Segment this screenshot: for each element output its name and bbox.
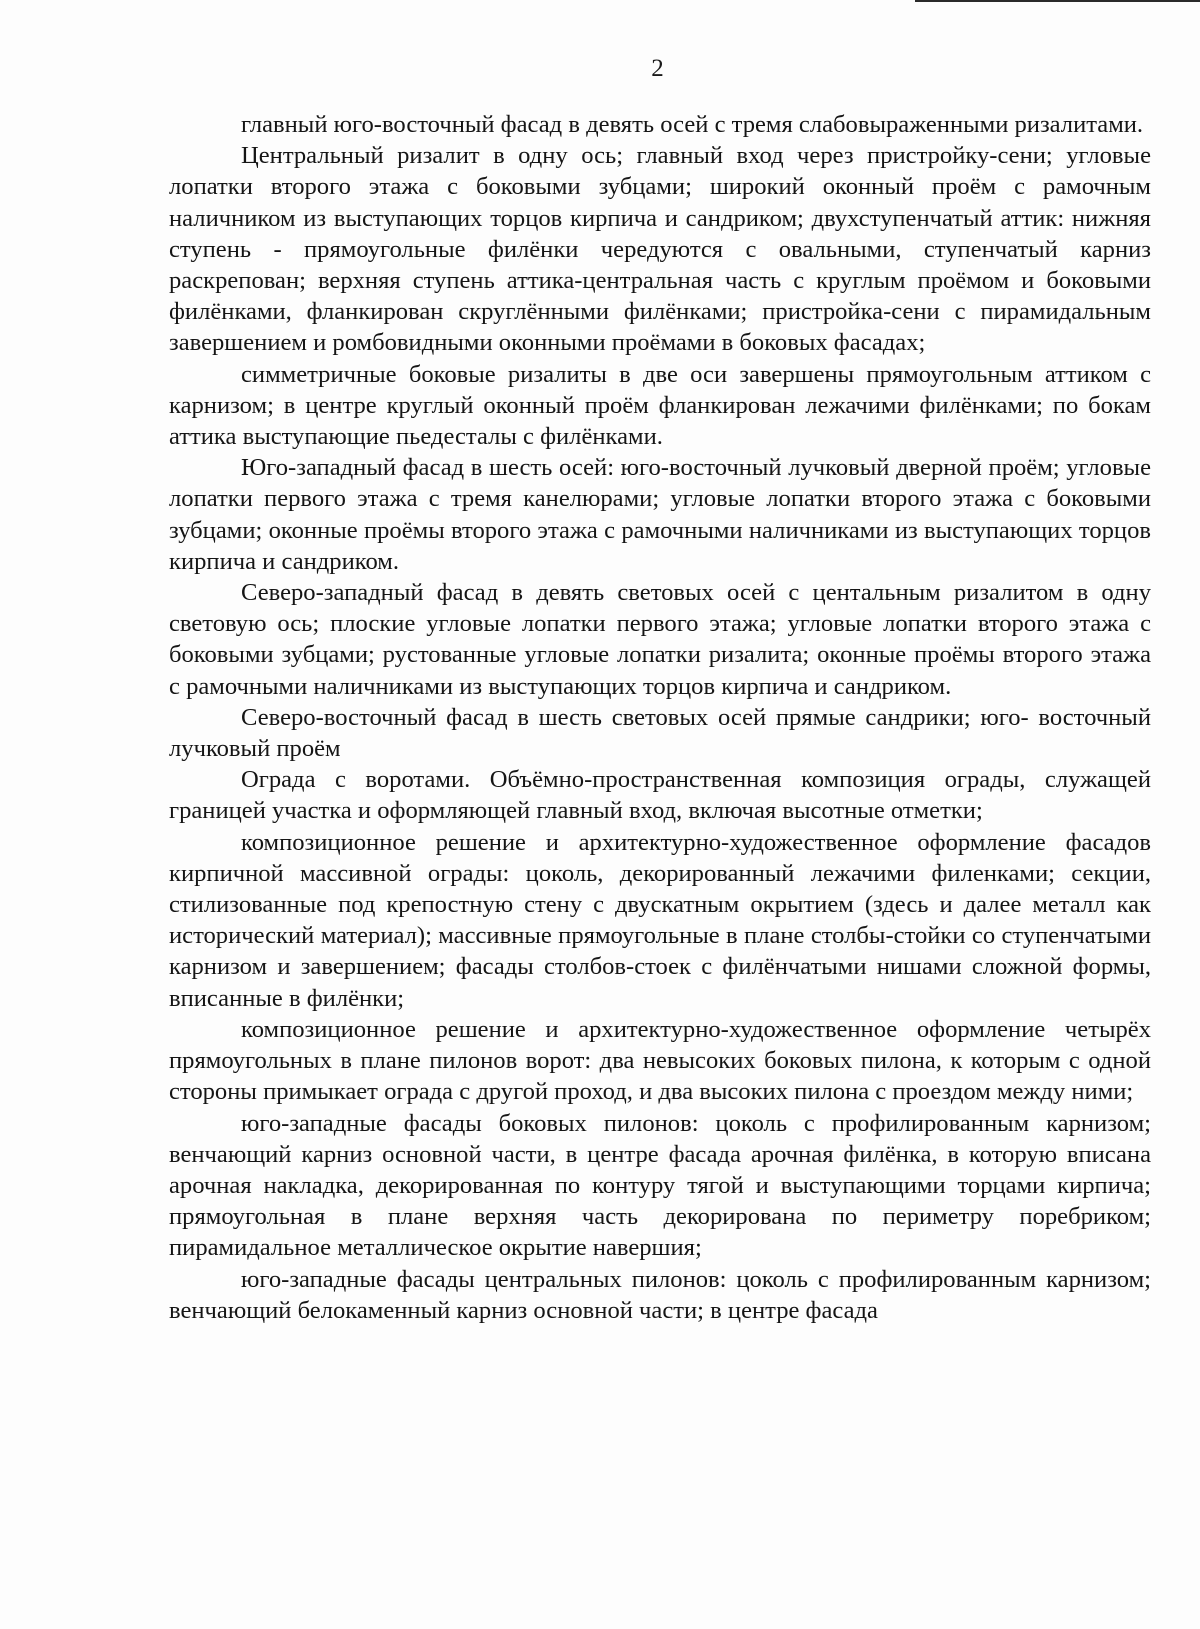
paragraph: юго-западные фасады центральных пилонов: цоколь с профилированным карнизом; венчающий белокаменный карниз основной части; в центре фасада — [169, 1265, 1151, 1324]
paragraph: композиционное решение и архитектурно-художественное оформление четырёх прямоугольных в плане пилонов ворот: два невысоких боковых пилона, к которым с одной стороны примыкает ограда с другой проход, и два высоких пилона с проездом между ними; — [169, 1015, 1151, 1106]
paragraph: главный юго-восточный фасад в девять осей с тремя слабовыраженными ризалитами. — [241, 111, 1144, 138]
paragraph: симметричные боковые ризалиты в две оси завершены прямоугольным аттиком с карнизом; в центре круглый оконный проём фланкирован лежачими филёнками; по бокам аттика выступающие пьедесталы с филёнками. — [169, 360, 1151, 451]
paragraph: Юго-западный фасад в шесть осей: юго-восточный лучковый дверной проём; угловые лопатки первого этажа с тремя канелюрами; угловые лопатки второго этажа с боковыми зубцами; оконные проёмы второго этажа с рамочными наличниками из выступающих торцов кирпича и сандриком. — [169, 454, 1151, 575]
paragraph: Северо-восточный фасад в шесть световых осей прямые сандрики; юго- восточный лучковый проём — [169, 703, 1151, 763]
top-edge-rule — [915, 0, 1200, 2]
paragraph: композиционное решение и архитектурно-художественное оформление фасадов кирпичной массивной ограды: цоколь, декорированный лежачими филенками; секции, стилизованные под крепостную стену с двускатным окрытием (здесь и далее металл как исторический материал); массивные прямоугольные в плане столбы-стойки со ступенчатыми карнизом и завершением; фасады столбов-стоек с филёнчатыми нишами сложной формы, вписанные в филёнки; — [169, 828, 1151, 1012]
paragraph: Центральный ризалит в одну ось; главный вход через пристройку-сени; угловые лопатки второго этажа с боковыми зубцами; широкий оконный проём с рамочным наличником из выступающих торцов кирпича и сандриком; двухступенчатый аттик: нижняя ступень - прямоугольные филёнки чередуются с овальными, ступенчатый карниз раскрепован; верхняя ступень аттика-центральная часть с круглым проёмом и боковыми филёнками, фланкирован скруглёнными филёнками; пристройка-сени с пирамидальным завершением и ромбовидными оконными проёмами в боковых фасадах; — [169, 142, 1151, 357]
paragraph: Северо-западный фасад в девять световых осей с центальным ризалитом в одну световую ось; плоские угловые лопатки первого этажа; угловые лопатки второго этажа с боковыми зубцами; рустованные угловые лопатки ризалита; оконные проёмы второго этажа с рамочными наличниками из выступающих торцов кирпича и сандриком. — [169, 579, 1151, 700]
page-number: 2 — [651, 55, 664, 82]
paragraph: юго-западные фасады боковых пилонов: цоколь с профилированным карнизом; венчающий карниз основной части, в центре фасада арочная филёнка, в которую вписана арочная накладка, декорированная по контуру тягой и выступающими торцами кирпича; прямоугольная в плане верхняя часть декорирована по периметру поребриком; пирамидальное металлическое окрытие навершия; — [169, 1109, 1151, 1262]
paragraph: Ограда с воротами. Объёмно-пространственная композиция ограды, служащей границей участка и оформляющей главный вход, включая высотные отметки; — [169, 766, 1151, 825]
body-text — [169, 109, 1151, 1326]
